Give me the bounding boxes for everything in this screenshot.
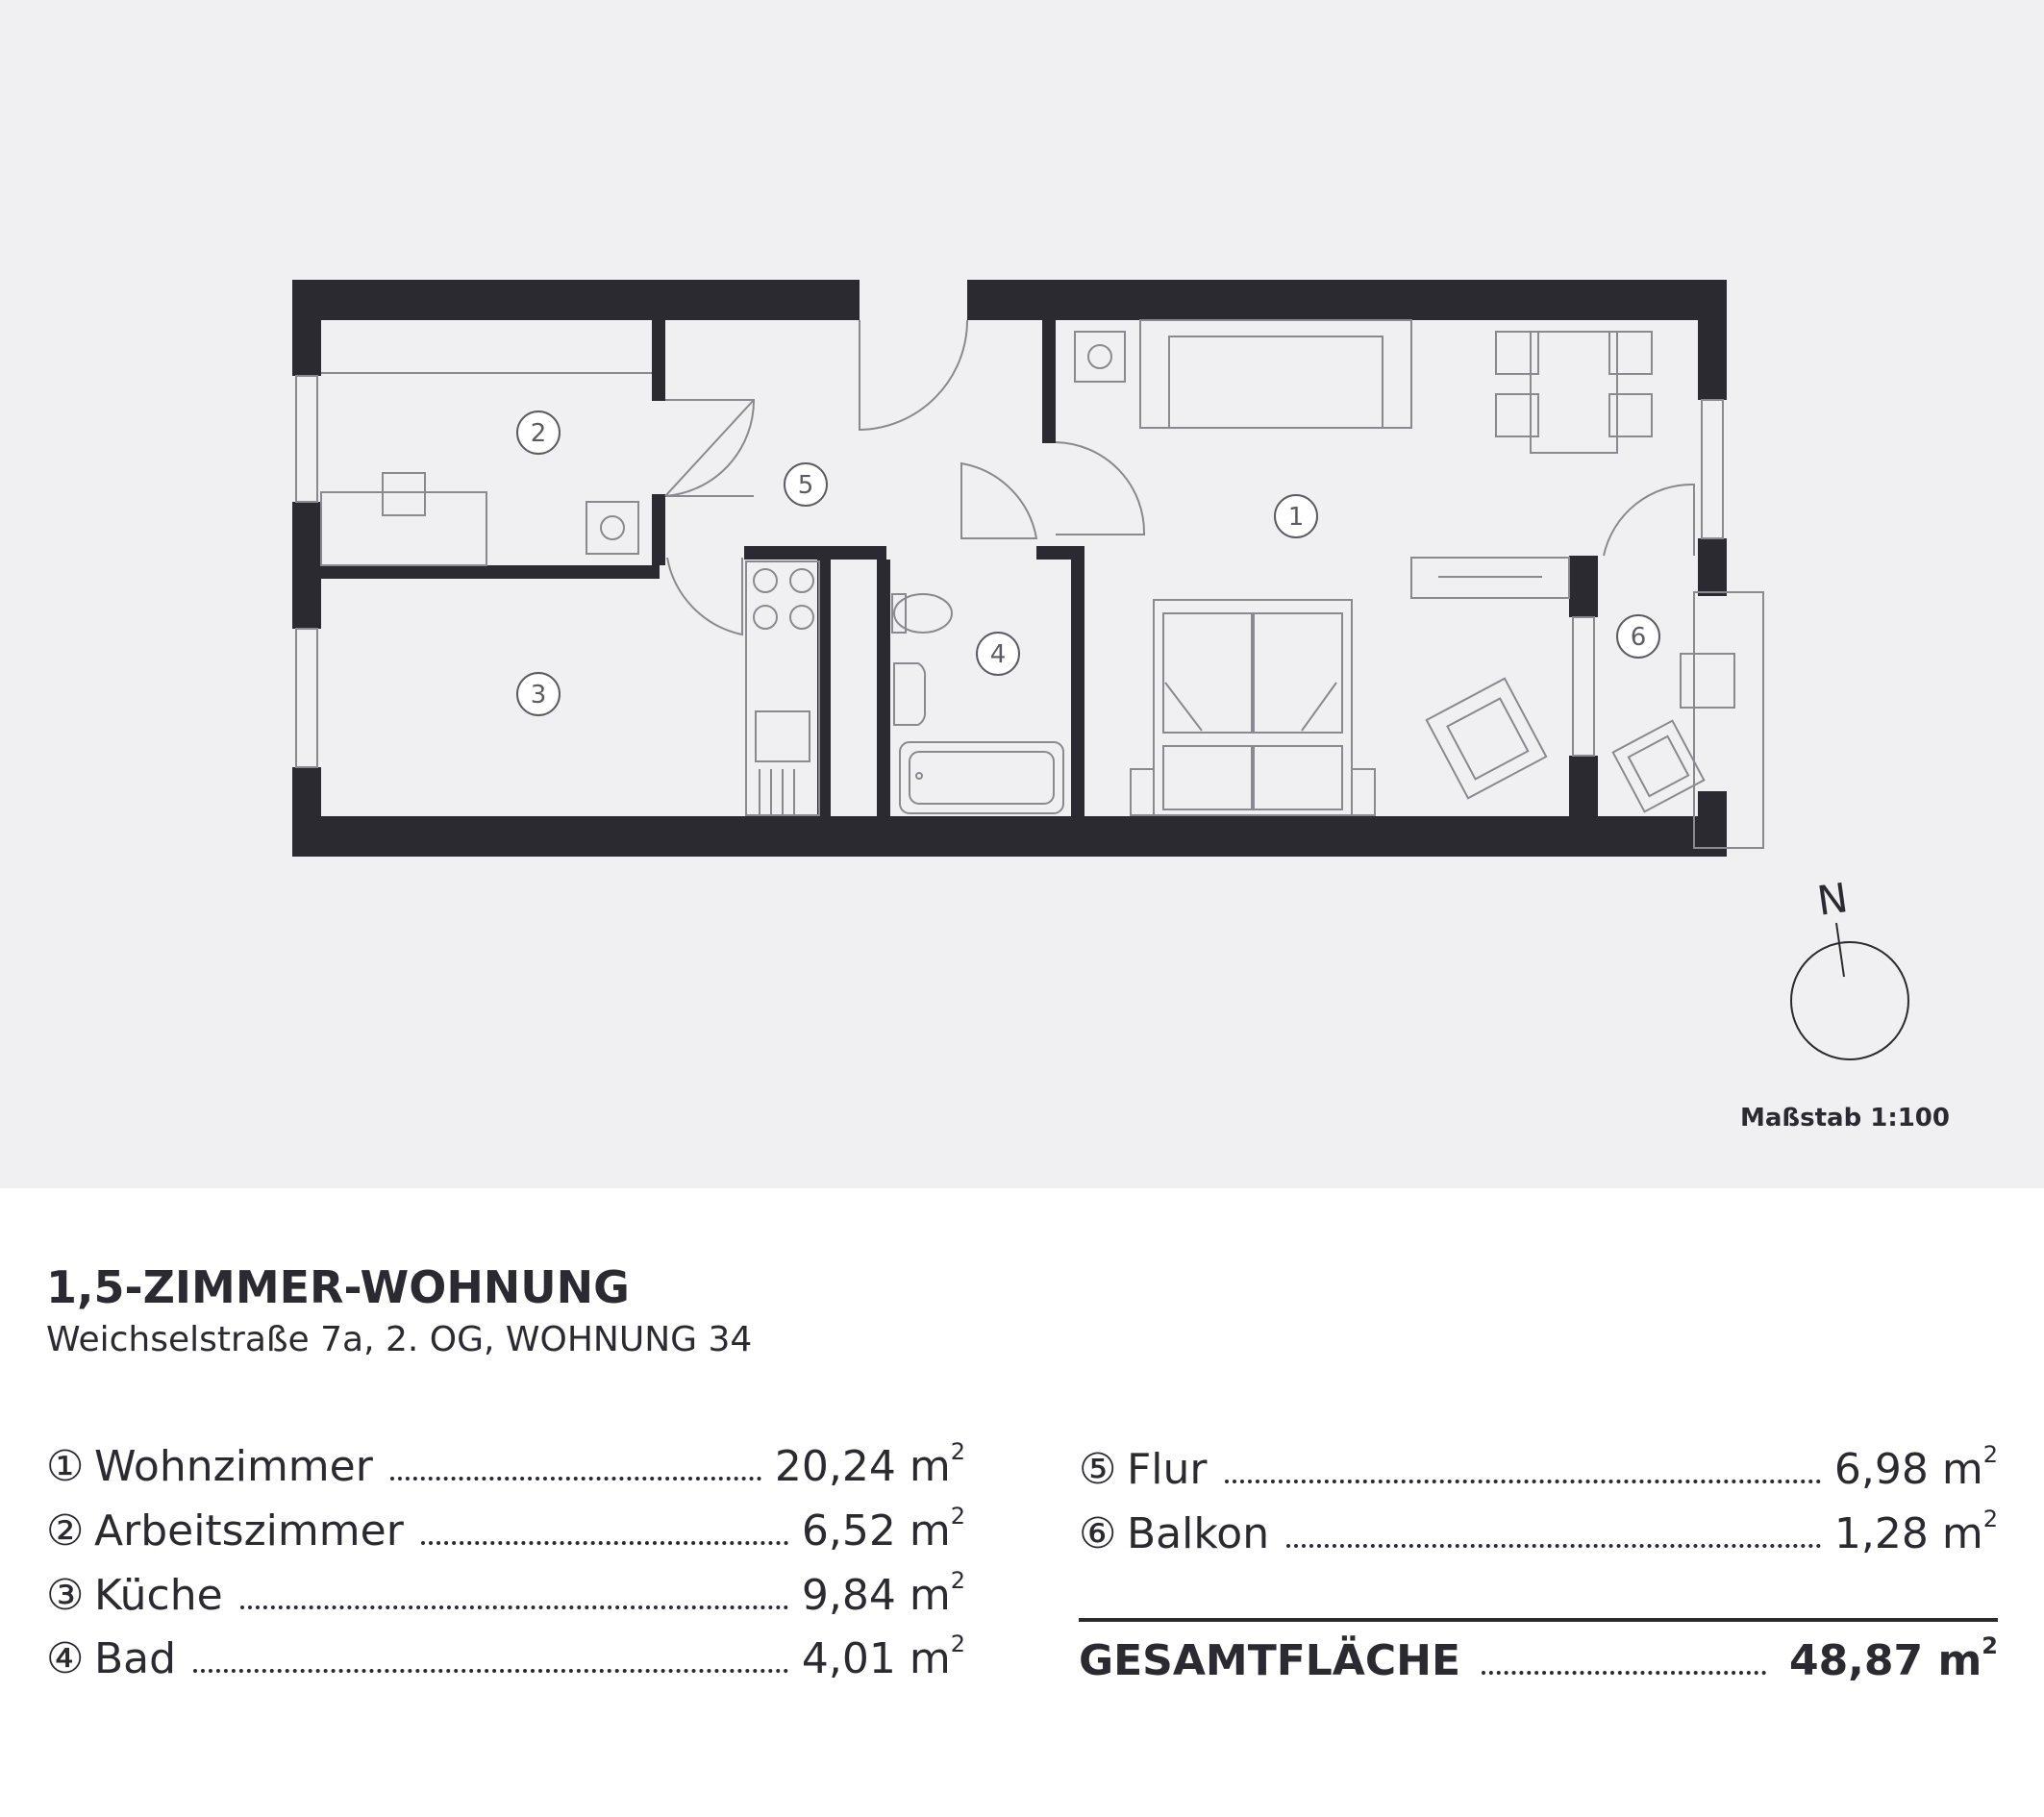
- room-name: Arbeitszimmer: [94, 1506, 404, 1556]
- dot-leader: [421, 1541, 788, 1545]
- room-row: [46, 1630, 965, 1683]
- room-number: ②: [46, 1506, 85, 1556]
- dot-leader: [1482, 1671, 1766, 1675]
- room-number: ①: [46, 1442, 85, 1491]
- windows: [296, 376, 1763, 848]
- apartment-address: Weichselstraße 7a, 2. OG, WOHNUNG 34: [46, 1320, 753, 1359]
- room-marker-4: 4: [989, 640, 1007, 669]
- dot-leader: [193, 1669, 788, 1673]
- room-marker-6: 6: [1630, 623, 1647, 652]
- apartment-title: 1,5-ZIMMER-WOHNUNG: [46, 1261, 630, 1313]
- dot-leader: [1286, 1544, 1821, 1548]
- room-area: 6,52 $m^2$: [801, 1503, 965, 1556]
- room-marker-5: 5: [797, 471, 814, 500]
- walls: [292, 280, 1727, 857]
- north-label: N: [1814, 874, 1852, 925]
- room-name: Wohnzimmer: [94, 1442, 373, 1491]
- room-marker-2: 2: [530, 419, 547, 448]
- room-name: Bad: [94, 1634, 177, 1683]
- room-number: ④: [46, 1634, 85, 1683]
- room-number: ⑥: [1079, 1509, 1117, 1558]
- room-number: ⑤: [1079, 1445, 1117, 1494]
- room-marker-circles: [517, 411, 1659, 715]
- room-name: Flur: [1127, 1445, 1208, 1494]
- room-area: 1,28 $m^2$: [1833, 1506, 1998, 1558]
- room-name: Küche: [94, 1571, 223, 1620]
- room-row: [46, 1438, 965, 1491]
- dot-leader: [390, 1477, 761, 1481]
- room-area: 6,98 $m^2$: [1833, 1441, 1998, 1494]
- total-divider: [1079, 1618, 1998, 1622]
- total-area: 48,87 $m^2$: [1788, 1632, 1998, 1685]
- room-area: 4,01 $m^2$: [801, 1630, 965, 1683]
- room-marker-1: 1: [1287, 503, 1305, 532]
- room-marker-3: 3: [530, 681, 547, 709]
- room-area: 20,24 $m^2$: [774, 1438, 965, 1491]
- room-row: [1079, 1506, 1998, 1558]
- north-compass-icon: [1791, 874, 1908, 1059]
- room-area: 9,84 $m^2$: [801, 1567, 965, 1620]
- room-number: ③: [46, 1571, 85, 1620]
- room-row: [46, 1567, 965, 1620]
- scale-label: Maßstab 1:100: [1740, 1104, 1950, 1133]
- room-row: [46, 1503, 965, 1556]
- dot-leader: [1225, 1480, 1821, 1483]
- total-label: GESAMTFLÄCHE: [1079, 1636, 1461, 1685]
- total-area-row: [1079, 1632, 1998, 1685]
- room-row: [1079, 1441, 1998, 1494]
- dot-leader: [240, 1605, 788, 1609]
- room-name: Balkon: [1127, 1509, 1270, 1558]
